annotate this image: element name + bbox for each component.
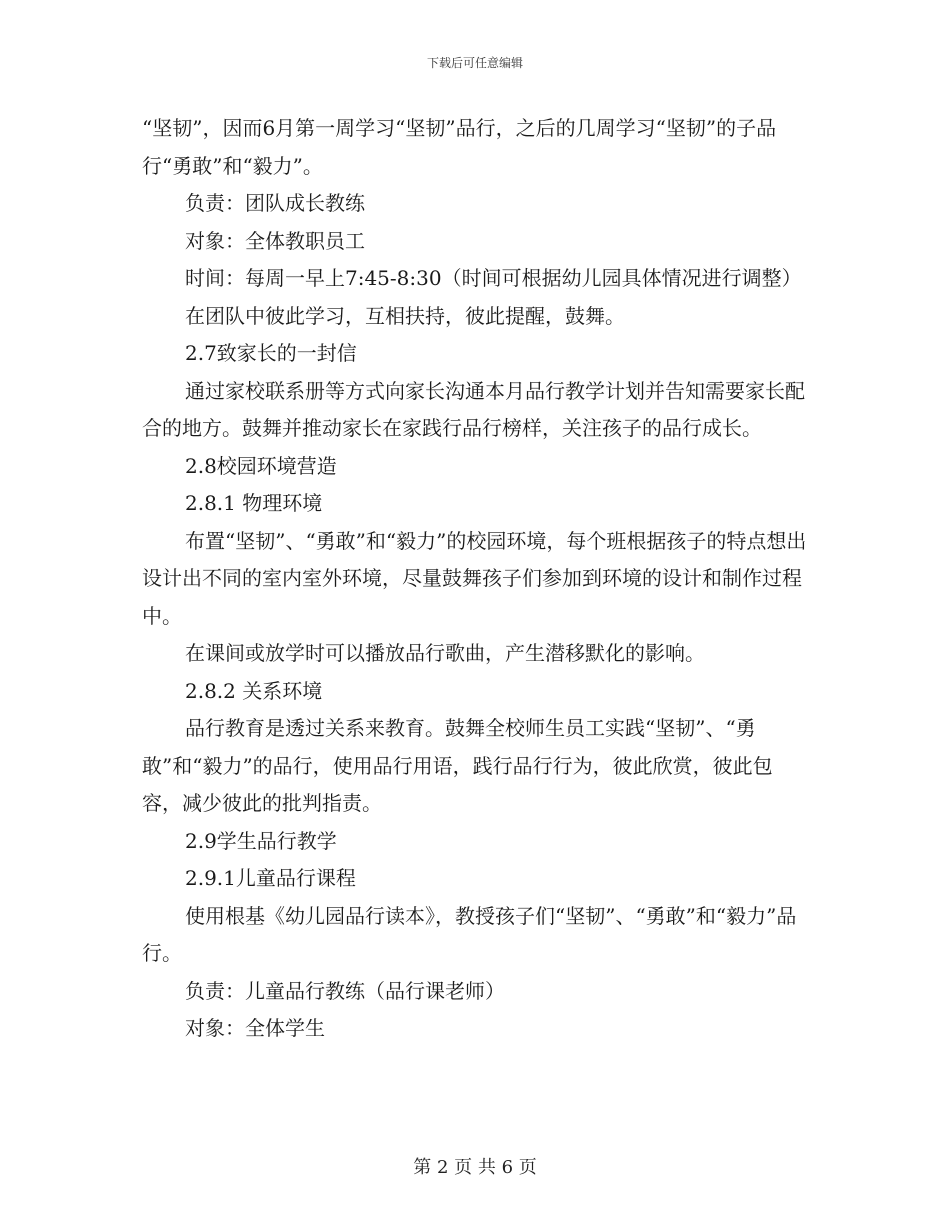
paragraph: 对象：全体学生 [185, 1016, 325, 1040]
page-footer: 第 2 页 共 6 页 [413, 1157, 537, 1178]
section-heading: 2.7致家长的一封信 [185, 341, 357, 365]
paragraph: 通过家校联系册等方式向家长沟通本月品行教学计划并告知需要家长配合的地方。鼓舞并推动家长在家践行品行榜样，关注孩子的品行成长。 [142, 378, 805, 440]
paragraph: 负责：儿童品行教练（品行课老师） [185, 978, 505, 1003]
paragraph: 在课间或放学时可以播放品行歌曲，产生潜移默化的影响。 [185, 641, 705, 665]
subsection-heading: 2.8.1 物理环境 [185, 491, 323, 515]
paragraph: 品行教育是透过关系来教育。鼓舞全校师生员工实践“坚韧”、“勇敢”和“毅力”的品行，使用品行用语，践行品行行为，彼此欣赏，彼此包容，减少彼此的批判指责。 [142, 716, 773, 815]
paragraph: 时间：每周一早上7:45-8:30（时间可根据幼儿园具体情况进行调整） [185, 266, 802, 290]
paragraph: “坚韧”，因而6月第一周学习“坚韧”品行，之后的几周学习“坚韧”的子品行“勇敢”和“毅力”。 [142, 116, 777, 178]
paragraph: 在团队中彼此学习，互相扶持，彼此提醒，鼓舞。 [185, 303, 625, 328]
paragraph: 使用根基《幼儿园品行读本》，教授孩子们“坚韧”、“勇敢”和“毅力”品行。 [142, 903, 797, 965]
paragraph: 负责：团队成长教练 [185, 191, 365, 215]
subsection-heading: 2.9.1儿童品行课程 [185, 866, 356, 890]
paragraph: 对象：全体教职员工 [185, 228, 365, 253]
section-heading: 2.8校园环境营造 [185, 453, 337, 478]
document-body [142, 110, 812, 1048]
paragraph: 布置“坚韧”、“勇敢”和“毅力”的校园环境，每个班根据孩子的特点想出设计出不同的室内室外环境，尽量鼓舞孩子们参加到环境的设计和制作过程中。 [142, 528, 807, 628]
page-header: 下载后可任意编辑 [426, 56, 523, 70]
subsection-heading: 2.8.2 关系环境 [185, 678, 323, 703]
section-heading: 2.9学生品行教学 [185, 828, 337, 853]
